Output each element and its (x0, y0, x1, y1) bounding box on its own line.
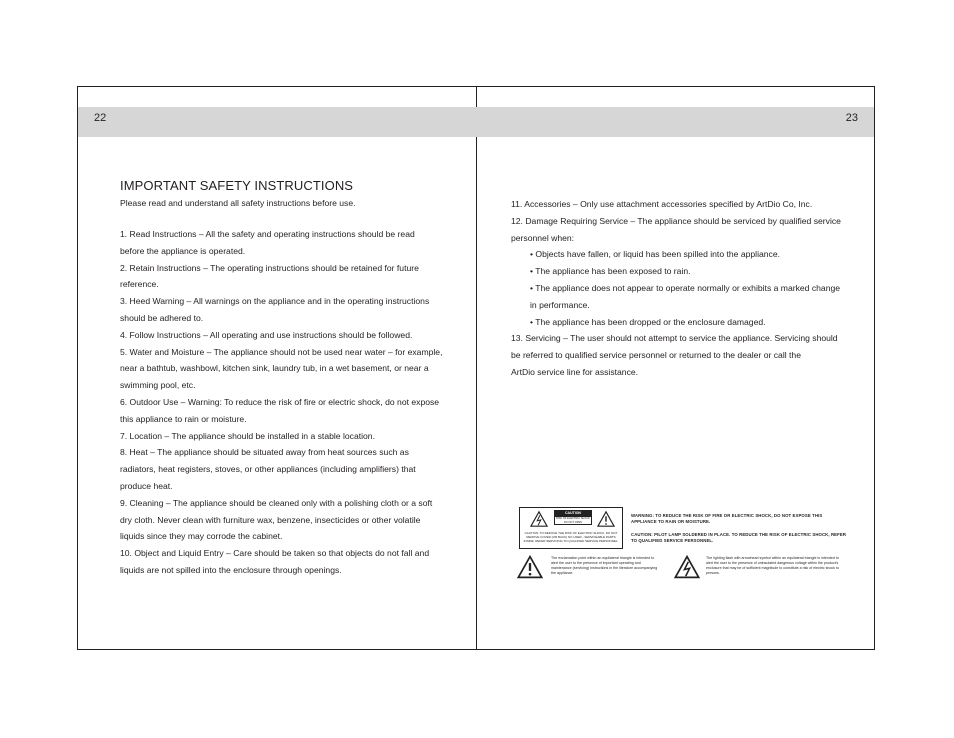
list-item: 3. Heed Warning – All warnings on the appliance and in the operating instructions should be adhered to. (120, 296, 430, 323)
caution-body-text: CAUTION: TO REDUCE THE RISK OF ELECTRIC SHOCK, DO NOT REMOVE COVER (OR BACK) NO USER - SERVICEABLE PARTS INSIDE. REFER SERVICING TO QUALIFIED SERVICE PERSONNEL. (523, 531, 619, 543)
warning-moisture-text: WARNING: TO REDUCE THE RISK OF FIRE OR ELECTRIC SHOCK, DO NOT EXPOSE THIS APPLIANCE TO RAIN OR MOISTURE. (631, 513, 823, 524)
page-number-left: 22 (94, 112, 107, 124)
caution-label-box (519, 507, 623, 549)
exclamation-warning-icon (597, 510, 615, 528)
list-item: 7. Location – The appliance should be installed in a stable location. (120, 430, 375, 441)
list-item: 10. Object and Liquid Entry – Care should be taken so that objects do not fall and liquids are not spilled into the enclosure through openings. (120, 548, 430, 575)
list-item: 9. Cleaning – The appliance should be cleaned only with a polishing cloth or a soft dry cloth. Never clean with furniture wax, benzene, insecticides or other volatile liquids since they may corrode the cabinet. (120, 497, 433, 542)
bullet-item: • The appliance does not appear to operate normally or exhibits a marked change in performance. (530, 282, 841, 310)
list-item: 4. Follow Instructions – All operating and use instructions should be followed. (120, 329, 413, 340)
list-item: 8. Heat – The appliance should be situated away from heat sources such as radiators, heat registers, stoves, or other appliances (including amplifiers) that produce heat. (120, 447, 416, 491)
service-conditions (520, 246, 861, 330)
lightning-symbol-text: The lighting flash with arrowhead symbol within an equilateral triangle is intended to alert the user to the presence of uninsulated dangerous voltage within the product's enclosure that may be of sufficient magnitude to constitute a risk of electric shock to persons. (706, 556, 839, 575)
caution-label: CAUTION (554, 510, 592, 516)
list-item: 5. Water and Moisture – The appliance should not be used near water – for example, near a bathtub, washbowl, kitchen sink, laundry tub, in a wet basement, or near a swimming pool, etc. (120, 346, 443, 391)
bullet-item: • The appliance has been exposed to rain. (530, 266, 691, 277)
list-item: 11. Accessories – Only use attachment accessories specified by ArtDio Co, Inc. (511, 199, 813, 209)
list-item: 2. Retain Instructions – The operating instructions should be retained for future reference. (120, 262, 419, 290)
intro-text: Please read and understand all safety instructions before use. (120, 198, 356, 208)
list-item: 13. Servicing – The user should not attempt to service the appliance. Servicing should be referred to qualified service personnel or returned to the dealer or call the ArtDio service line for assistance. (511, 333, 838, 377)
bullet-item: • Objects have fallen, or liquid has been spilled into the appliance. (530, 249, 780, 260)
exclamation-symbol-text: The exclamation point within an equilateral triangle is intended to alert the user to the presence of important operating and maintenance (servicing) instructions in the literature accompanying the appliance. (551, 556, 658, 575)
manual-spread (77, 86, 875, 650)
page-number-right: 23 (845, 112, 858, 124)
lightning-warning-icon (530, 510, 548, 528)
page-title: IMPORTANT SAFETY INSTRUCTIONS (120, 178, 354, 193)
exclamation-triangle-icon (517, 554, 543, 580)
safety-list-left (120, 226, 460, 579)
page-divider (476, 87, 477, 649)
list-item: 12. Damage Requiring Service – The appliance should be serviced by qualified service personnel when: • Objects have fallen, or liquid has been spilled into the appliance. • The appliance has been exposed to rain. • The appliance does not appear to operate normally or exhibits a marked change in performance. • The appliance has been dropped or the enclosure damaged. (511, 213, 861, 331)
exclamation-symbol-explanation (517, 554, 657, 582)
bullet-item: • The appliance has been dropped or the enclosure damaged. (530, 316, 766, 327)
list-item: 1. Read Instructions – All the safety and operating instructions should be read before the appliance is operated. (120, 229, 415, 256)
lightning-triangle-icon (674, 554, 700, 580)
caution-subtext: RISK OF ELECTRIC SHOCK DO NOT OPEN (554, 516, 592, 525)
header-band (78, 107, 874, 137)
safety-list-right (511, 196, 861, 381)
lightning-symbol-explanation (674, 554, 844, 582)
list-item: 6. Outdoor Use – Warning: To reduce the risk of fire or electric shock, do not expose this appliance to rain or moisture. (120, 396, 440, 424)
warning-pilot-lamp-text: CAUTION: PILOT LAMP SOLDERED IN PLACE. TO REDUCE THE RISK OF ELECTRIC SHOCK, REFER TO QUALIFIED SERVICE PERSONNEL. (631, 532, 847, 543)
